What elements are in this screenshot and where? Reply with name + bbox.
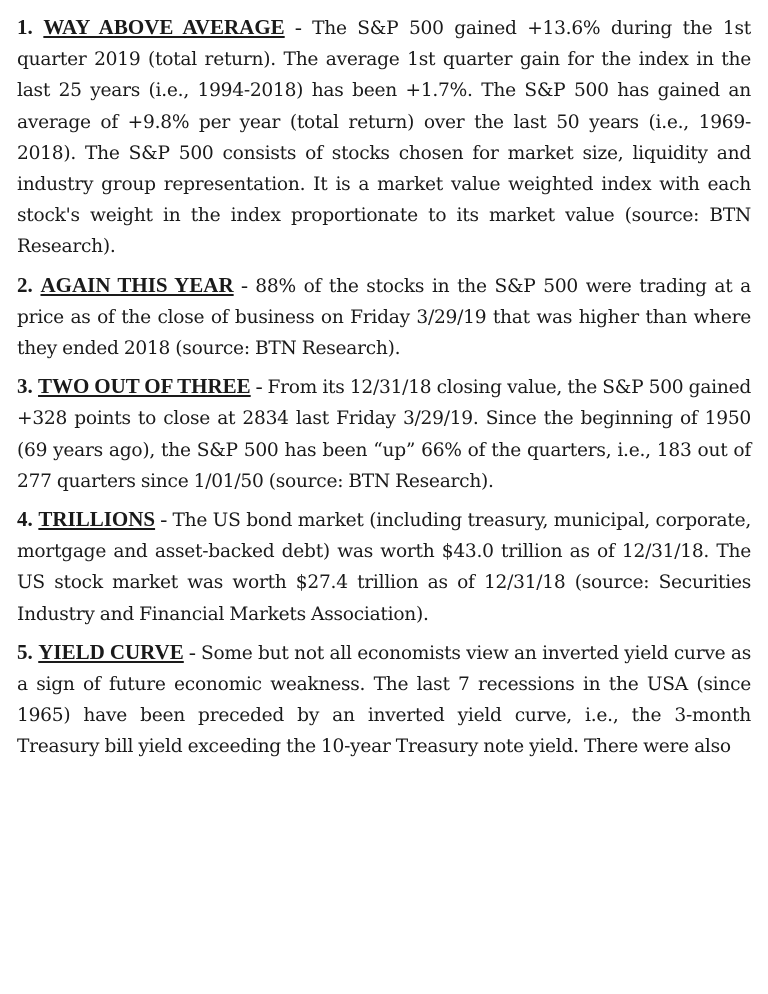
item-separator: -	[250, 374, 268, 399]
item-text: 88% of the stocks in the S&P 500 were trading at a price as of the close of business on Friday 3/29/19 that was higher than where they ended 2018 (source: BTN Research).	[17, 275, 752, 360]
item-text: From its 12/31/18 closing value, the S&P 500 gained +328 points to close at 2834 last Friday 3/29/19. Since the beginning of 1950 (69 years ago), the S&P 500 has been “up” 66% of the quarters, i.e., 183 out of 277 quarters since 1/01/50 (source: BTN Research).	[17, 377, 751, 492]
item-number: 5.	[17, 639, 33, 664]
item-number: 2.	[17, 272, 33, 297]
item-2	[17, 270, 751, 365]
item-number: 4.	[17, 507, 33, 532]
item-4	[17, 504, 751, 630]
item-heading: YIELD CURVE	[38, 639, 184, 664]
item-heading: TRILLIONS	[38, 507, 156, 532]
item-text: Some but not all economists view an inverted yield curve as a sign of future economic weakness. The last 7 recessions in the USA (since 1965) have been preceded by an inverted yield curve, i.e., the 3-month Treasury bill yield exceeding the 10-year Treasury note yield. There were also	[17, 642, 751, 758]
item-text: The US bond market (including treasury, municipal, corporate, mortgage and asset-backed debt) was worth $43.0 trillion as of 12/31/18. The US stock market was worth $27.4 trillion as of 12/31/18 (source: Securities Industry and Financial Markets Association).	[17, 510, 751, 625]
item-separator: -	[284, 15, 313, 39]
item-3	[17, 371, 751, 497]
item-heading: WAY ABOVE AVERAGE	[43, 15, 285, 39]
document-page	[17, 12, 751, 770]
item-separator: -	[155, 507, 173, 532]
item-1	[17, 12, 751, 263]
item-number: 3.	[17, 374, 33, 399]
item-separator: -	[233, 272, 256, 297]
item-heading: TWO OUT OF THREE	[38, 374, 251, 399]
item-number: 1.	[17, 15, 33, 39]
item-heading: AGAIN THIS YEAR	[40, 272, 234, 297]
item-separator: -	[183, 639, 201, 664]
item-5	[17, 637, 751, 763]
item-text: The S&P 500 gained +13.6% during the 1st quarter 2019 (total return). The average 1st quarter gain for the index in the last 25 years (i.e., 1994-2018) has been +1.7%. The S&P 500 has gained an average of +9.8% per year (total return) over the last 50 years (i.e., 1969-2018). The S&P 500 consists of stocks chosen for market size, liquidity and industry group representation. It is a market value weighted index with each stock's weight in the index proportionate to its market value (source: BTN Research).	[17, 18, 752, 258]
